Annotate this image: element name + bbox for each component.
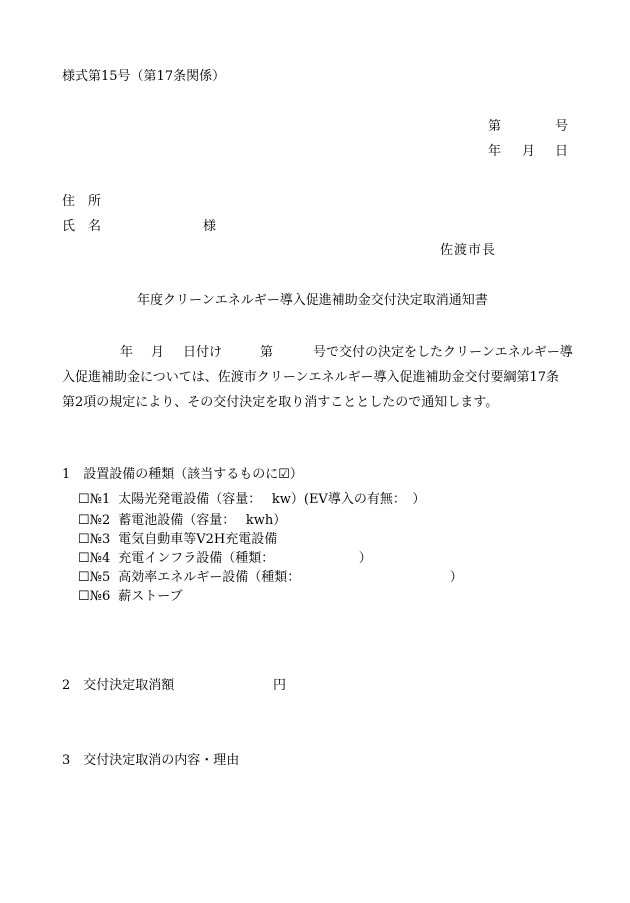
- body-line3: 第2項の規定により、その交付決定を取り消すこととしたので通知します。: [62, 395, 499, 410]
- number-prefix: 第: [488, 119, 502, 134]
- section2-unit: 円: [273, 678, 287, 693]
- document-title: 年度クリーンエネルギー導入促進補助金交付決定取消通知書: [137, 293, 488, 308]
- form-label: 様式第15号（第17条関係）: [62, 69, 226, 84]
- date-month: 月: [522, 144, 536, 159]
- checkbox-icon[interactable]: ☐: [78, 589, 90, 604]
- equipment-text: 蓄電池設備（容量： kwh）: [118, 513, 287, 528]
- section3-heading: 3 交付決定取消の内容・理由: [62, 753, 240, 768]
- equipment-no: №5: [89, 570, 111, 585]
- equipment-no: №3: [89, 532, 111, 547]
- body-no: 第: [260, 345, 274, 360]
- equipment-text: 高効率エネルギー設備（種類： ）: [118, 570, 463, 585]
- equipment-item-2: [78, 514, 286, 527]
- equipment-no: №1: [89, 492, 111, 507]
- issuer-name: 佐渡市長: [440, 243, 497, 258]
- checkbox-icon[interactable]: ☐: [78, 532, 90, 547]
- honorific: 様: [203, 219, 217, 234]
- equipment-item-3: [78, 533, 277, 546]
- equipment-no: №4: [89, 551, 111, 566]
- date-day: 日: [555, 144, 569, 159]
- equipment-text: 薪ストーブ: [118, 589, 183, 604]
- equipment-item-5: [78, 571, 463, 584]
- equipment-no: №2: [89, 513, 111, 528]
- equipment-item-4: [78, 552, 372, 565]
- body-year: 年: [120, 345, 134, 360]
- equipment-no: №6: [89, 589, 111, 604]
- equipment-text: 電気自動車等V2H充電設備: [118, 532, 278, 547]
- equipment-text: 充電インフラ設備（種類： ）: [118, 551, 372, 566]
- body-day: 日付け: [183, 345, 223, 360]
- body-month: 月: [151, 345, 165, 360]
- number-suffix: 号: [555, 119, 569, 134]
- date-year: 年: [488, 144, 502, 159]
- checkbox-icon[interactable]: ☐: [78, 492, 90, 507]
- equipment-text: 太陽光発電設備（容量： kw）(EV導入の有無： ）: [118, 492, 426, 507]
- body-line2: 入促進補助金については、佐渡市クリーンエネルギー導入促進補助金交付要綱第17条: [62, 370, 560, 385]
- checkbox-icon[interactable]: ☐: [78, 570, 90, 585]
- section1-heading: 1 設置設備の種類（該当するものに☑）: [62, 467, 303, 482]
- checkbox-icon[interactable]: ☐: [78, 513, 90, 528]
- equipment-item-6: [78, 590, 183, 603]
- body-line1-rest: 号で交付の決定をしたクリーンエネルギー導: [313, 345, 573, 360]
- name-label: 氏 名: [62, 219, 102, 234]
- section2-heading: 2 交付決定取消額: [62, 678, 175, 693]
- address-label: 住 所: [62, 194, 102, 209]
- checkbox-icon[interactable]: ☐: [78, 551, 90, 566]
- equipment-item-1: [78, 493, 425, 506]
